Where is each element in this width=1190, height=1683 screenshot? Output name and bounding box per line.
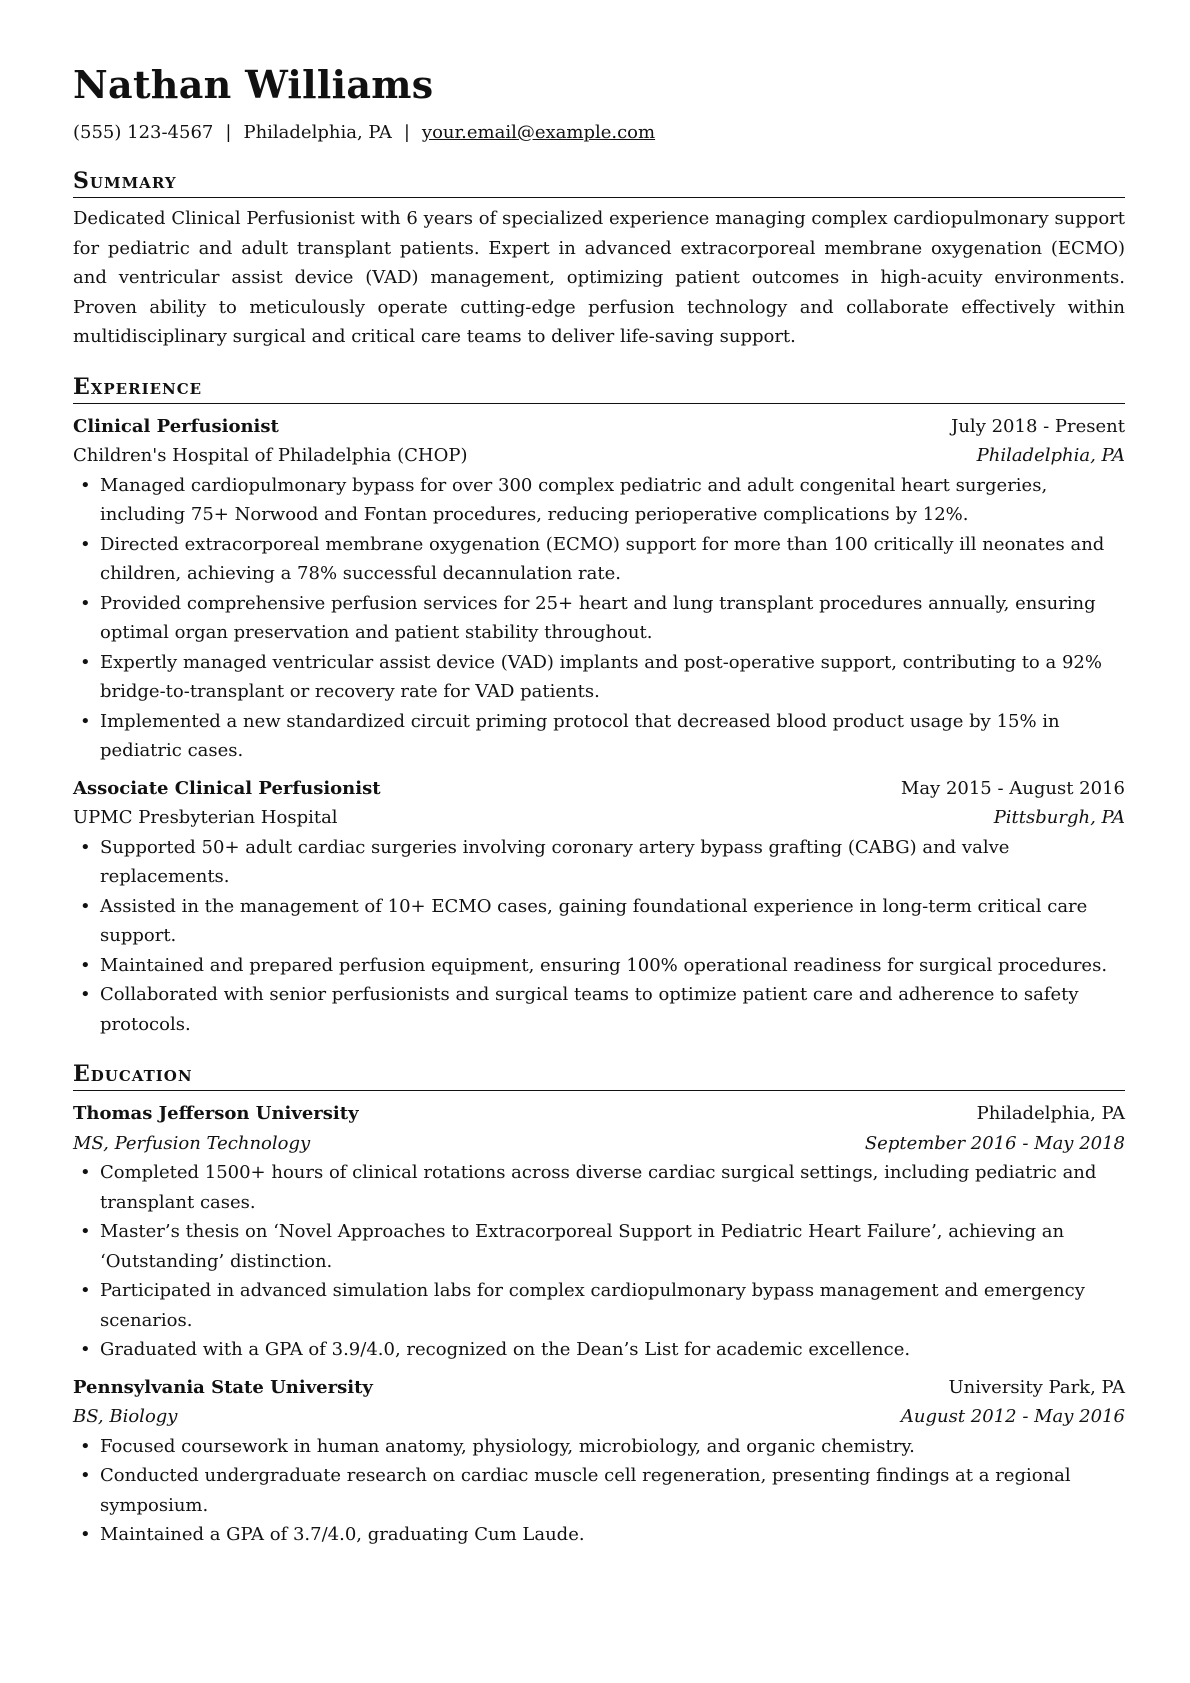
education-bullets	[73, 1158, 1125, 1365]
bullet-item: • Implemented a new standardized circuit priming protocol that decreased blood product usage by 15% in pediatric cases.	[73, 707, 1125, 766]
bullet-item: • Expertly managed ventricular assist device (VAD) implants and post-operative support, contributing to a 92% bridge-to-transplant or recovery rate for VAD patients.	[73, 648, 1125, 707]
degree-name: BS, Biology	[73, 1406, 178, 1427]
school-location: University Park, PA	[948, 1376, 1125, 1398]
experience-entry-subheader	[73, 441, 1125, 471]
education-entry	[73, 1373, 1125, 1550]
job-title: Associate Clinical Perfusionist	[73, 777, 381, 799]
bullet-item: • Focused coursework in human anatomy, physiology, microbiology, and organic chemistry.	[73, 1432, 1125, 1462]
experience-heading: Experience	[73, 372, 1125, 404]
summary-heading: Summary	[73, 166, 1125, 198]
candidate-name: Nathan Williams	[73, 62, 434, 107]
job-dates: July 2018 - Present	[951, 415, 1125, 437]
experience-bullets	[73, 471, 1125, 766]
education-entry-header	[73, 1373, 1125, 1403]
phone-number: (555) 123-4567	[73, 122, 214, 143]
experience-entry	[73, 412, 1125, 766]
bullet-item: • Assisted in the management of 10+ ECMO cases, gaining foundational experience in long-term critical care support.	[73, 892, 1125, 951]
contact-line	[73, 120, 1125, 146]
bullet-item: • Graduated with a GPA of 3.9/4.0, recognized on the Dean’s List for academic excellence.	[73, 1335, 1125, 1365]
bullet-item: • Collaborated with senior perfusionists and surgical teams to optimize patient care and adherence to safety protocols.	[73, 980, 1125, 1039]
education-entry-subheader	[73, 1402, 1125, 1432]
school-name: Thomas Jefferson University	[73, 1103, 359, 1124]
education-entry	[73, 1099, 1125, 1365]
job-location: Pittsburgh, PA	[993, 807, 1125, 828]
education-entry-header	[73, 1099, 1125, 1129]
bullet-item: • Provided comprehensive perfusion services for 25+ heart and lung transplant procedures annually, ensuring optimal organ preservation and patient stability throughout.	[73, 589, 1125, 648]
education-bullets	[73, 1432, 1125, 1550]
school-location: Philadelphia, PA	[976, 1103, 1125, 1124]
experience-entry	[73, 774, 1125, 1040]
experience-entry-subheader	[73, 803, 1125, 833]
bullet-item: • Maintained a GPA of 3.7/4.0, graduating Cum Laude.	[73, 1520, 1125, 1550]
bullet-item: • Maintained and prepared perfusion equipment, ensuring 100% operational readiness for surgical procedures.	[73, 951, 1125, 981]
job-dates: May 2015 - August 2016	[900, 777, 1125, 799]
education-dates: September 2016 - May 2018	[864, 1132, 1125, 1154]
bullet-item: • Completed 1500+ hours of clinical rotations across diverse cardiac surgical settings, including pediatric and transplant cases.	[73, 1158, 1125, 1217]
email-link[interactable]: your.email@example.com	[421, 122, 656, 143]
bullet-item: • Supported 50+ adult cardiac surgeries involving coronary artery bypass grafting (CABG) and valve replacements.	[73, 833, 1125, 892]
resume-content	[73, 58, 1125, 1550]
bullet-item: • Participated in advanced simulation labs for complex cardiopulmonary bypass management and emergency scenarios.	[73, 1276, 1125, 1335]
education-dates: August 2012 - May 2016	[900, 1406, 1125, 1427]
education-entry-subheader	[73, 1129, 1125, 1159]
employer-name: UPMC Presbyterian Hospital	[73, 807, 338, 828]
bullet-item: • Directed extracorporeal membrane oxygenation (ECMO) support for more than 100 critically ill neonates and children, achieving a 78% successful decannulation rate.	[73, 530, 1125, 589]
bullet-item: • Master’s thesis on ‘Novel Approaches to Extracorporeal Support in Pediatric Heart Failure’, achieving an ‘Outstanding’ distinction.	[73, 1217, 1125, 1276]
bullet-item: • Conducted undergraduate research on cardiac muscle cell regeneration, presenting findings at a regional symposium.	[73, 1461, 1125, 1520]
bullet-item: • Managed cardiopulmonary bypass for over 300 complex pediatric and adult congenital heart surgeries, including 75+ Norwood and Fontan procedures, reducing perioperative complications by 12%.	[73, 471, 1125, 530]
school-name: Pennsylvania State University	[73, 1376, 373, 1398]
experience-bullets	[73, 833, 1125, 1040]
contact-location: Philadelphia, PA	[243, 122, 392, 143]
degree-name: MS, Perfusion Technology	[73, 1132, 311, 1154]
job-location: Philadelphia, PA	[976, 445, 1125, 466]
job-title: Clinical Perfusionist	[73, 415, 279, 437]
summary-text: Dedicated Clinical Perfusionist with 6 years of specialized experience managing complex cardiopulmonary support for pediatric and adult transplant patients. Expert in advanced extracorporeal membrane oxygenation (ECMO) and ventricular assist device (VAD) management, optimizing patient outcomes in high-acuity environments. Proven ability to meticulously operate cutting-edge perfusion technology and collaborate effectively within multidisciplinary surgical and critical care teams to deliver life-saving support.	[73, 208, 1125, 347]
education-heading: Education	[73, 1059, 1125, 1091]
employer-name: Children's Hospital of Philadelphia (CHOP)	[73, 445, 468, 466]
contact-separator: |	[225, 122, 232, 143]
experience-entry-header	[73, 412, 1125, 442]
experience-entry-header	[73, 774, 1125, 804]
contact-separator: |	[403, 122, 410, 143]
